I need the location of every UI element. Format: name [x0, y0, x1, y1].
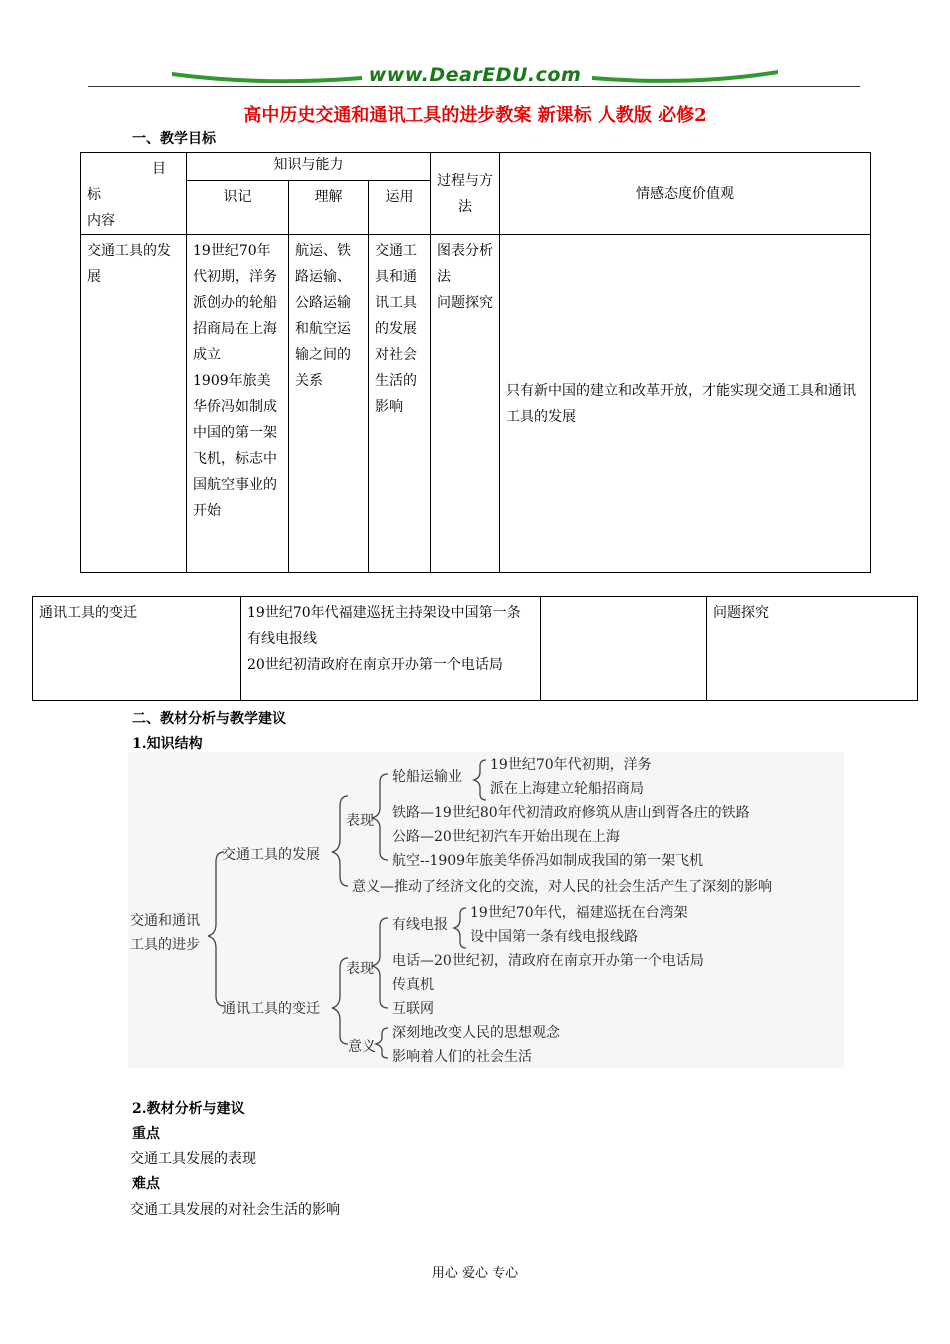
mindmap-comm-meaning1: 深刻地改变人民的思想观念 [392, 1025, 560, 1041]
mindmap-comm: 通讯工具的变迁 [222, 1001, 320, 1017]
row2-understand [541, 597, 707, 701]
knowledge-mindmap [128, 752, 844, 1068]
mindmap-ship-detail1: 19世纪70年代初期，洋务 [490, 757, 652, 773]
mindmap-comm-show: 表现 [346, 961, 374, 977]
key-point-label: 重点 [132, 1126, 160, 1142]
analysis-heading: 2.教材分析与建议 [132, 1101, 245, 1117]
diag-mid: 标 [87, 187, 101, 203]
mindmap-telegraph: 有线电报 [392, 917, 448, 933]
emotion-header: 情感态度价值观 [500, 153, 871, 235]
section2-heading: 二、教材分析与教学建议 [132, 711, 286, 727]
row1-emotion: 只有新中国的建立和改革开放，才能实现交通工具和通讯工具的发展 [500, 235, 871, 573]
mindmap-transport: 交通工具的发展 [222, 847, 320, 863]
mindmap-tele-detail2: 设中国第一条有线电报线路 [470, 929, 638, 945]
site-logo [172, 62, 778, 86]
row1-understand: 航运、铁路运输、公路运输和航空运输之间的关系 [289, 235, 369, 573]
mindmap-fax: 传真机 [392, 977, 434, 993]
mindmap-root-line1: 交通和通讯 [130, 913, 200, 929]
diagonal-header-cell [81, 153, 187, 235]
mindmap-air: 航空--1909年旅美华侨冯如制成我国的第一架飞机 [392, 853, 704, 869]
mindmap-transport-meaning: 意义—推动了经济文化的交流，对人民的社会生活产生了深刻的影响 [352, 879, 772, 895]
row2-recall: 19世纪70年代福建巡抚主持架设中国第一条有线电报线 20世纪初清政府在南京开办第一个电话局 [241, 597, 541, 701]
diag-top: 目 [152, 161, 166, 177]
page-footer: 用心 爱心 专心 [431, 1266, 519, 1281]
mindmap-phone: 电话—20世纪初，清政府在南京开办第一个电话局 [392, 953, 704, 969]
row1-apply: 交通工具和通讯工具的发展对社会生活的影响 [369, 235, 431, 573]
recall-header: 识记 [187, 181, 289, 235]
goals-table [80, 152, 871, 573]
mindmap-ship-detail2: 派在上海建立轮船招商局 [490, 781, 644, 797]
difficulty-label: 难点 [132, 1176, 160, 1192]
page-title: 高中历史交通和通讯工具的进步教案 新课标 人教版 必修2 [243, 105, 707, 126]
knowledge-ability-header: 知识与能力 [187, 153, 431, 181]
row1-process: 图表分析法 问题探究 [431, 235, 500, 573]
knowledge-structure-heading: 1.知识结构 [132, 736, 203, 752]
logo-text: www.DearEDU.com [368, 64, 582, 86]
mindmap-tele-detail1: 19世纪70年代，福建巡抚在台湾架 [470, 905, 688, 921]
mindmap-comm-meaning2: 影响着人们的社会生活 [392, 1049, 532, 1065]
row1-recall: 19世纪70年代初期，洋务派创办的轮船招商局在上海成立 1909年旅美华侨冯如制成中国的第一架飞机，标志中国航空事业的开始 [187, 235, 289, 573]
process-method-header: 过程与方法 [431, 153, 500, 235]
mindmap-transport-show: 表现 [346, 813, 374, 829]
mindmap-comm-meaning: 意义 [348, 1039, 376, 1055]
section1-heading: 一、教学目标 [132, 131, 216, 147]
apply-header: 运用 [369, 181, 431, 235]
key-point-text: 交通工具发展的表现 [130, 1151, 256, 1167]
mindmap-rail: 铁路—19世纪80年代初清政府修筑从唐山到胥各庄的铁路 [392, 805, 750, 821]
diag-bottom: 内容 [87, 213, 115, 229]
mindmap-road: 公路—20世纪初汽车开始出现在上海 [392, 829, 620, 845]
comm-table [32, 596, 918, 701]
understand-header: 理解 [289, 181, 369, 235]
row2-content: 通讯工具的变迁 [33, 597, 241, 701]
row2-process: 问题探究 [707, 597, 918, 701]
difficulty-text: 交通工具发展的对社会生活的影响 [130, 1202, 340, 1218]
row1-content: 交通工具的发展 [81, 235, 187, 573]
header-rule [88, 86, 860, 87]
mindmap-root-line2: 工具的进步 [130, 937, 200, 953]
mindmap-ship: 轮船运输业 [392, 769, 462, 785]
mindmap-internet: 互联网 [392, 1001, 434, 1017]
